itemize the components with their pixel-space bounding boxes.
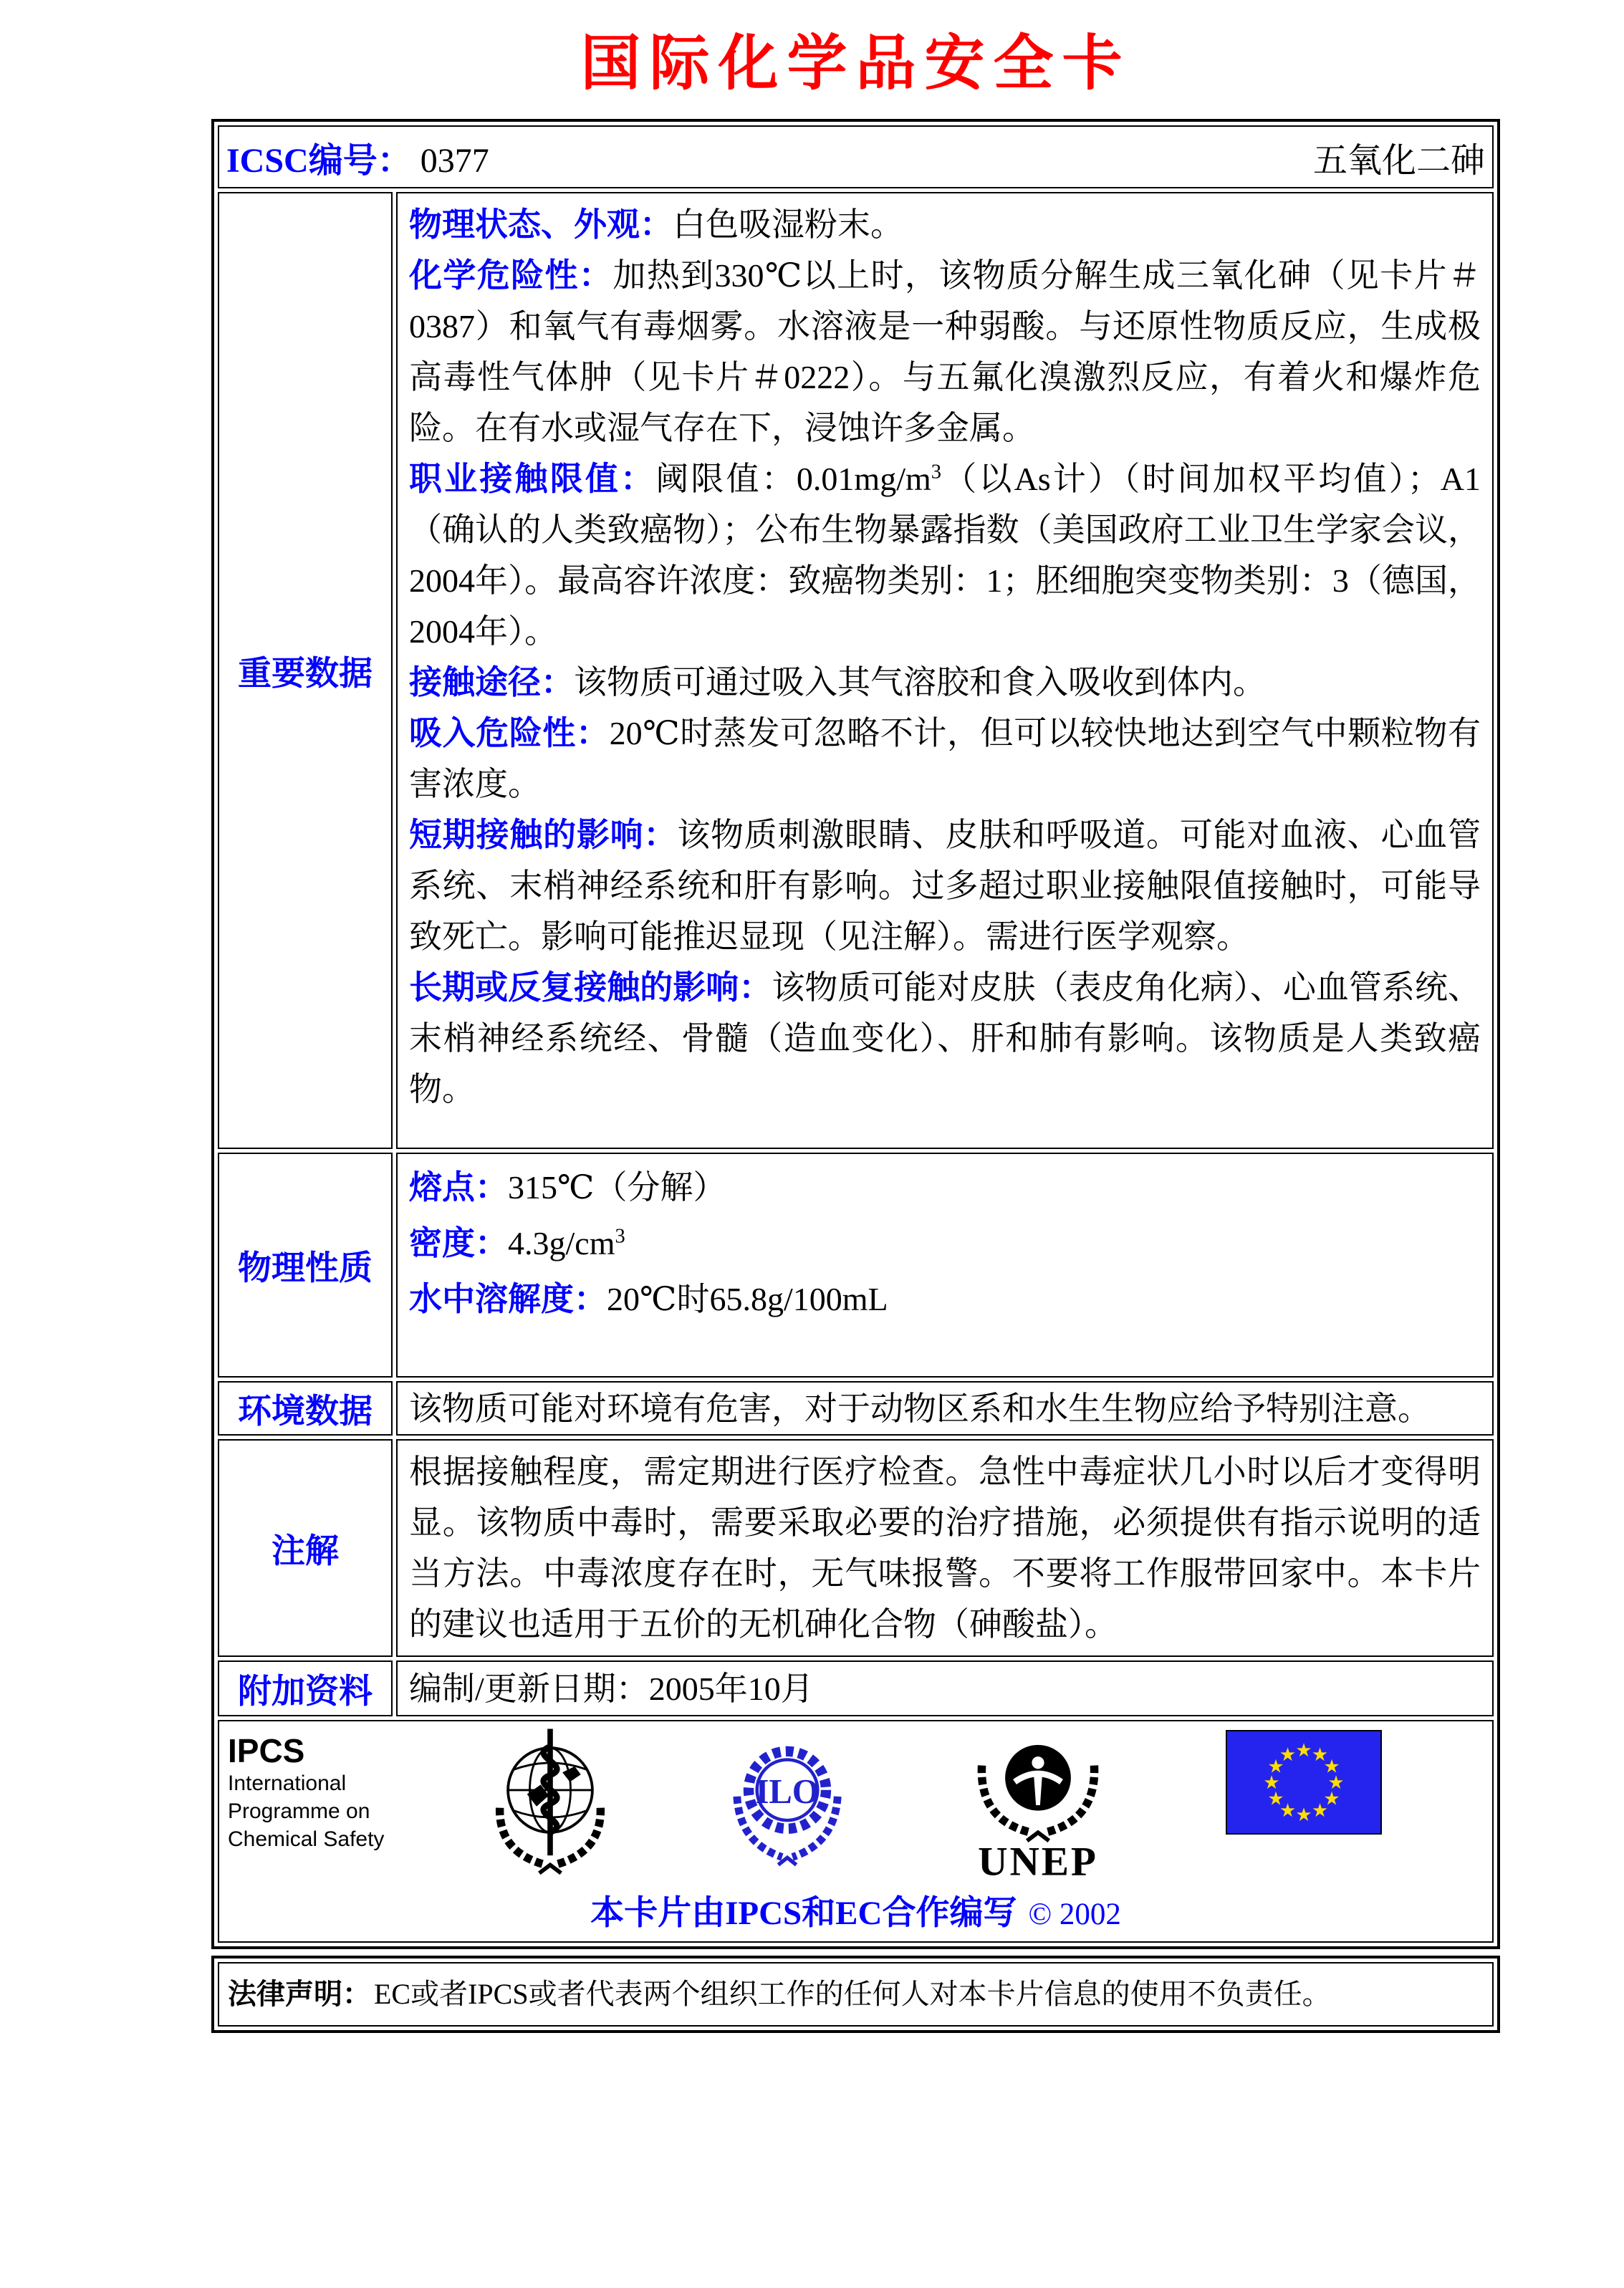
- svg-text:★: ★: [1295, 1804, 1312, 1827]
- field-chemical-danger: 化学危险性：加热到330℃以上时，该物质分解生成三氧化砷（见卡片＃0387）和氧气有毒烟雾。水溶液是一种弱酸。与还原性物质反应，生成极高毒性气体肿（见卡片＃0222）。与五氟化溴激烈反应，有着火和爆炸危险。在有水或湿气存在下，浸蚀许多金属。: [409, 257, 1481, 447]
- icsc-table: [211, 119, 1500, 1949]
- field-melting-point: 熔点：315℃（分解）: [409, 1169, 726, 1206]
- ipcs-acronym: IPCS: [228, 1732, 305, 1770]
- svg-text:★: ★: [1323, 1756, 1340, 1778]
- svg-text:★: ★: [1279, 1800, 1297, 1822]
- section-content-additional-info: 编制/更新日期：2005年10月: [396, 1660, 1494, 1716]
- section-content-notes: 根据接触程度，需定期进行医疗检查。急性中毒症状几小时以后才变得明显。该物质中毒时，需要采取必要的治疗措施，必须提供有指示说明的适当方法。中毒浓度存在时，无气味报警。不要将工作服带回家中。本卡片的建议也适用于五价的无机砷化合物（砷酸盐）。: [396, 1439, 1494, 1657]
- field-physical-state: 物理状态、外观：白色吸湿粉末。: [409, 206, 903, 244]
- field-water-solubility: 水中溶解度：20℃时65.8g/100mL: [409, 1281, 888, 1318]
- header-cell: [218, 125, 1494, 188]
- legal-text: EC或者IPCS或者代表两个组织工作的任何人对本卡片信息的使用不负责任。: [374, 1978, 1331, 2011]
- section-label-notes: 注解: [218, 1439, 393, 1657]
- legal-row: [218, 1962, 1494, 2027]
- svg-text:★: ★: [1323, 1788, 1340, 1810]
- additional-info-row: [218, 1660, 1494, 1716]
- field-inhalation-risk: 吸入危险性：20℃时蒸发可忽略不计，但可以较快地达到空气中颗粒物有害浓度。: [409, 715, 1481, 803]
- logos-cell: [218, 1720, 1494, 1943]
- section-content-important-data: [396, 192, 1494, 1149]
- environmental-data-row: [218, 1381, 1494, 1436]
- header-row: [218, 125, 1494, 188]
- svg-text:ILO: ILO: [755, 1772, 820, 1812]
- svg-text:★: ★: [1267, 1756, 1284, 1778]
- svg-text:★: ★: [1295, 1740, 1312, 1762]
- section-content-physical-properties: [396, 1153, 1494, 1378]
- icsc-number-group: [226, 133, 489, 182]
- physical-properties-row: [218, 1153, 1494, 1378]
- logos-line: [228, 1727, 1484, 1883]
- field-exposure-routes: 接触途径：该物质可通过吸入其气溶胶和食入吸收到体内。: [409, 664, 1266, 701]
- important-data-row: [218, 192, 1494, 1149]
- legal-table: [211, 1956, 1500, 2033]
- logos-row: [218, 1720, 1494, 1943]
- svg-text:★: ★: [1279, 1744, 1297, 1767]
- field-density: 密度：$4.3g/cm^3$: [409, 1225, 625, 1262]
- svg-text:★: ★: [1327, 1772, 1345, 1794]
- cooperation-caption-text: 本卡片由IPCS和EC合作编写: [590, 1895, 1017, 1933]
- svg-text:★: ★: [1263, 1772, 1280, 1794]
- ilo-logo-icon: [723, 1730, 852, 1873]
- section-label-environmental-data: 环境数据: [218, 1381, 393, 1436]
- field-short-term-exposure-effects: 短期接触的影响：该物质刺激眼睛、皮肤和呼吸道。可能对血液、心血管系统、末梢神经系统和肝有影响。过多超过职业接触限值接触时，可能导致死亡。影响可能推迟显现（见注解）。需进行医学观察。: [409, 817, 1481, 956]
- notes-row: [218, 1439, 1494, 1657]
- eu-flag-icon: [1226, 1730, 1382, 1835]
- legal-cell: [218, 1962, 1494, 2027]
- section-label-physical-properties: 物理性质: [218, 1153, 393, 1378]
- field-occupational-exposure-limits: 职业接触限值：阈限值：$0.01mg/m^3$（以As计）（时间加权平均值）；A1（确认的人类致癌物）；公布生物暴露指数（美国政府工业卫生学家会议，2004年）。最高容许浓度：致癌物类别：1；胚细胞突变物类别：3（德国，2004年）。: [409, 461, 1481, 650]
- svg-text:★: ★: [1311, 1800, 1329, 1822]
- copyright-text: © 2002: [1028, 1898, 1121, 1932]
- icsc-number-value: 0377: [420, 141, 489, 180]
- section-label-additional-info: 附加资料: [218, 1660, 393, 1716]
- ipcs-logo-text: IPCS International Programme on Chemical Safety: [228, 1727, 410, 1853]
- svg-text:UNEP: UNEP: [978, 1839, 1098, 1884]
- unep-logo-icon: [969, 1727, 1107, 1883]
- svg-text:★: ★: [1311, 1744, 1329, 1767]
- svg-text:★: ★: [1267, 1788, 1284, 1810]
- field-long-term-exposure-effects: 长期或反复接触的影响：该物质可能对皮肤（表皮角化病）、心血管系统、末梢神经系统经、骨髓（造血变化）、肝和肺有影响。该物质是人类致癌物。: [409, 969, 1481, 1108]
- who-logo-icon: [482, 1727, 618, 1879]
- cooperation-caption: [228, 1886, 1484, 1934]
- icsc-number-label: ICSC编号：: [226, 141, 412, 180]
- page-title: 国际化学品安全卡: [580, 31, 1131, 97]
- chemical-name: 五氧化二砷: [1312, 141, 1485, 180]
- section-content-environmental-data: 该物质可能对环境有危害，对于动物区系和水生生物应给予特别注意。: [396, 1381, 1494, 1436]
- legal-label: 法律声明：: [228, 1978, 371, 2011]
- section-label-important-data: 重要数据: [218, 192, 393, 1149]
